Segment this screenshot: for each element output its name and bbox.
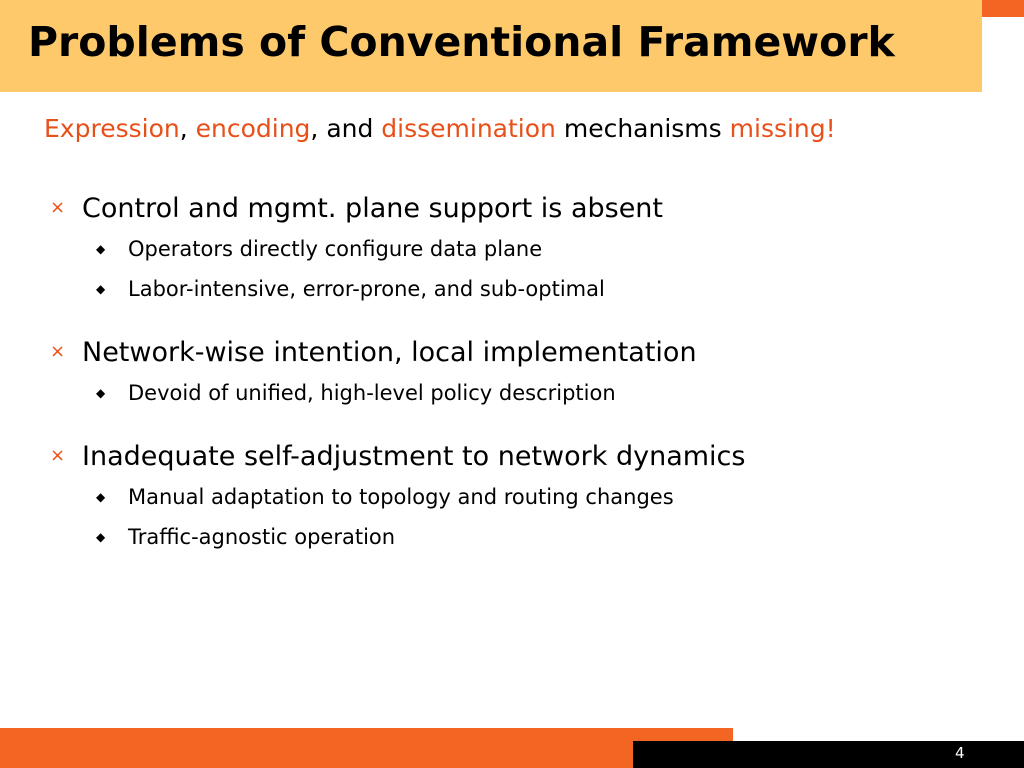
intro-dissemination: dissemination bbox=[381, 114, 556, 143]
sub-bullet-text: Devoid of unified, high-level policy description bbox=[128, 381, 616, 405]
slide-title: Problems of Conventional Framework bbox=[28, 18, 895, 66]
diamond-bullet-icon: ◆ bbox=[96, 282, 106, 296]
bullet-text: Network-wise intention, local implementation bbox=[82, 337, 697, 368]
cross-bullet-icon: × bbox=[50, 341, 66, 362]
footer-bar bbox=[633, 741, 1024, 768]
diamond-bullet-icon: ◆ bbox=[96, 242, 106, 256]
sub-bullet-item bbox=[44, 375, 1004, 415]
bullet-item bbox=[44, 190, 1004, 231]
intro-missing: missing! bbox=[729, 114, 836, 143]
sub-bullet-text: Operators directly configure data plane bbox=[128, 237, 543, 261]
sub-bullet-item bbox=[44, 231, 1004, 271]
bullet-text: Control and mgmt. plane support is absent bbox=[82, 193, 664, 224]
cross-bullet-icon: × bbox=[50, 197, 66, 218]
sub-bullet-text: Traffic-agnostic operation bbox=[128, 525, 396, 549]
diamond-bullet-icon: ◆ bbox=[96, 530, 106, 544]
intro-sep-1: , bbox=[179, 114, 196, 143]
bullet-text: Inadequate self-adjustment to network dynamics bbox=[82, 441, 746, 472]
cross-bullet-icon: × bbox=[50, 445, 66, 466]
sub-bullet-item bbox=[44, 271, 1004, 311]
intro-line bbox=[44, 114, 836, 143]
bullet-item bbox=[44, 438, 1004, 479]
bullet-item bbox=[44, 334, 1004, 375]
sub-bullet-item bbox=[44, 519, 1004, 559]
bullet-group-2 bbox=[44, 334, 1004, 415]
title-band bbox=[0, 0, 982, 92]
intro-encoding: encoding bbox=[195, 114, 311, 143]
bottom-accent-bar bbox=[0, 728, 733, 768]
intro-expression: Expression bbox=[44, 114, 180, 143]
page-number: 4 bbox=[955, 744, 965, 762]
intro-sep-3: mechanisms bbox=[555, 114, 730, 143]
bullet-group-1 bbox=[44, 190, 1004, 311]
diamond-bullet-icon: ◆ bbox=[96, 386, 106, 400]
bullet-group-3 bbox=[44, 438, 1004, 559]
sub-bullet-item bbox=[44, 479, 1004, 519]
sub-bullet-text: Labor-intensive, error-prone, and sub-optimal bbox=[128, 277, 605, 301]
bullet-list bbox=[44, 190, 1004, 582]
sub-bullet-text: Manual adaptation to topology and routing changes bbox=[128, 485, 674, 509]
diamond-bullet-icon: ◆ bbox=[96, 490, 106, 504]
intro-sep-2: , and bbox=[310, 114, 382, 143]
